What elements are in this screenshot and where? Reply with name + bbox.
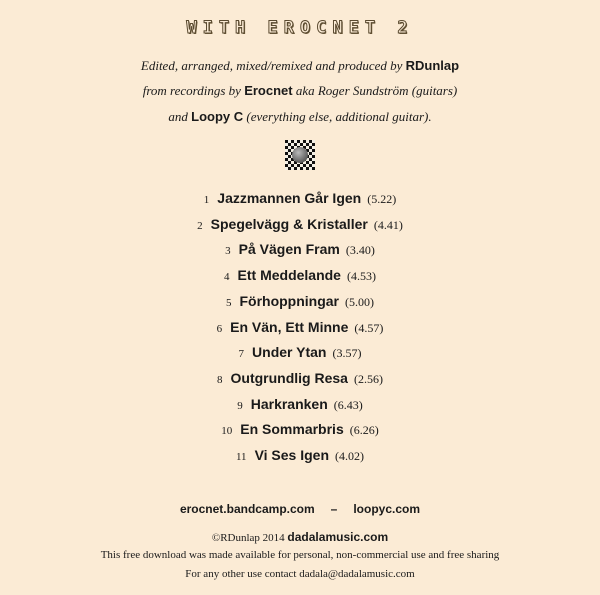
track-number: 10: [221, 425, 233, 438]
links-line: [0, 502, 600, 516]
track-title: Under Ytan: [252, 344, 327, 361]
links-separator: –: [330, 502, 338, 516]
track-number: 1: [203, 194, 210, 206]
track-number: 7: [238, 348, 245, 361]
track-number: 2: [197, 219, 203, 232]
copyright-line: [0, 530, 600, 544]
track-row: [0, 344, 600, 362]
track-length: (5.22): [367, 192, 397, 206]
track-title: Spegelvägg & Kristaller: [210, 215, 368, 232]
track-length: (4.41): [373, 217, 403, 232]
track-length: (5.00): [345, 294, 375, 309]
credit-additional-suffix: (everything else, additional guitar).: [246, 109, 432, 124]
track-title: En Sommarbris: [240, 421, 344, 438]
track-length: (4.53): [346, 269, 376, 284]
track-length: (3.40): [345, 243, 375, 258]
credit-additional-prefix: and: [168, 109, 188, 124]
copyright-site[interactable]: dadalamusic.com: [287, 530, 389, 544]
track-title: Förhoppningar: [239, 292, 340, 309]
track-row: [0, 396, 600, 414]
track-number: 11: [235, 451, 247, 463]
track-number: 4: [224, 271, 230, 284]
track-row: [0, 190, 600, 208]
track-title: Outgrundlig Resa: [230, 369, 348, 386]
track-number: 3: [225, 245, 231, 258]
credit-producer-name: RDunlap: [405, 58, 460, 73]
credit-producer-text: Edited, arranged, mixed/remixed and produced by: [140, 58, 403, 73]
checkered-circle-icon: [285, 140, 315, 170]
link-erocnet[interactable]: erocnet.bandcamp.com: [179, 502, 315, 516]
track-length: (6.43): [333, 397, 363, 412]
track-row: [0, 267, 600, 285]
track-title: På Vägen Fram: [238, 241, 340, 258]
credit-recordings-name: Erocnet: [244, 83, 293, 98]
track-row: [0, 421, 600, 439]
track-title: Harkranken: [250, 395, 328, 412]
album-title: WITH EROCNET 2: [186, 18, 414, 38]
track-title: Jazzmannen Går Igen: [217, 190, 362, 206]
track-number: 6: [216, 322, 223, 335]
track-length: (3.57): [332, 346, 362, 361]
track-number: 9: [237, 399, 243, 412]
credit-line-additional: [0, 109, 600, 125]
track-row: [0, 370, 600, 388]
link-loopyc[interactable]: loopyc.com: [353, 502, 421, 516]
track-length: (6.26): [349, 423, 379, 438]
track-row: [0, 216, 600, 234]
credit-recordings-prefix: from recordings by: [142, 83, 241, 98]
notice-contact: For any other use contact dadala@dadalamusic.com: [185, 568, 415, 580]
copyright-text: ©RDunlap 2014: [211, 532, 285, 544]
track-title: Ett Meddelande: [237, 267, 341, 284]
track-number: 5: [225, 296, 232, 309]
track-length: (4.02): [335, 449, 365, 463]
notice-personal-use: This free download was made available for personal, non-commercial use and free sharing: [100, 549, 500, 561]
track-row: [0, 241, 600, 259]
credit-recordings-suffix: aka Roger Sundström (guitars): [295, 83, 458, 98]
credit-line-recordings: [0, 83, 600, 99]
track-row: [0, 447, 600, 465]
credit-additional-name: Loopy C: [191, 109, 244, 124]
track-title: En Vän, Ett Minne: [230, 318, 349, 335]
track-row: [0, 293, 600, 311]
track-number: 8: [217, 373, 223, 386]
credit-line-producer: [0, 58, 600, 74]
track-length: (2.56): [353, 371, 383, 386]
track-row: [0, 319, 600, 337]
track-length: (4.57): [354, 320, 384, 335]
track-title: Vi Ses Igen: [254, 447, 330, 463]
